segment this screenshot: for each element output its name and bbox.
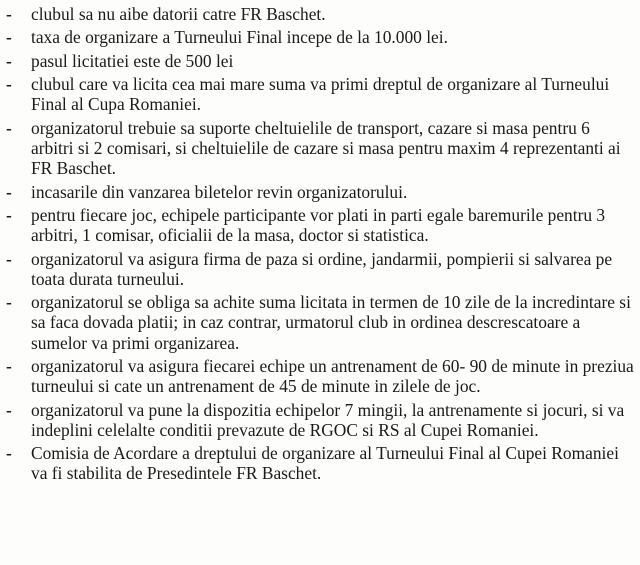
list-item — [6, 4, 634, 24]
list-item — [6, 356, 634, 396]
bullet-dash: - — [6, 204, 12, 225]
list-item-text: organizatorul trebuie sa suporte cheltuielile de transport, cazare si masa pentru 6 arbitri si 2 comisari, si cheltuielile de cazare si masa pentru maxim 4 reprezentanti ai FR Baschet. — [31, 117, 621, 179]
bullet-dash: - — [6, 181, 12, 202]
list-item-text: pentru fiecare joc, echipele participante vor plati in parti egale baremurile pentru 3 arbitri, 1 comisar, oficialii de la masa, doctor si statistica. — [31, 204, 606, 246]
list-item-text: organizatorul se obliga sa achite suma licitata in termen de 10 zile de la incredintare si sa faca dovada platii; in caz contrar, urmatorul club in ordinea descrescatoare a sumelor va primi organizarea. — [31, 292, 631, 353]
list-item — [6, 443, 634, 483]
bullet-dash: - — [6, 27, 12, 48]
bullet-dash: - — [6, 292, 12, 313]
rules-list — [6, 4, 634, 487]
bullet-dash: - — [6, 248, 12, 269]
list-item-text: clubul sa nu aibe datorii catre FR Baschet. — [31, 4, 326, 24]
list-item-text: clubul care va licita cea mai mare suma va primi dreptul de organizare al Turneului Final al Cupa Romaniei. — [31, 74, 610, 115]
list-item-text: Comisia de Acordare a dreptului de organizare al Turneului Final al Cupei Romaniei va fi stabilita de Presedintele FR Baschet. — [31, 443, 619, 484]
bullet-dash: - — [6, 50, 12, 71]
list-item — [6, 249, 634, 289]
list-item — [6, 292, 634, 353]
list-item-text: organizatorul va pune la dispozitia echipelor 7 mingii, la antrenamente si jocuri, si va indeplini celelalte conditii prevazute de RGOC si RS al Cupei Romaniei. — [31, 399, 625, 440]
bullet-dash: - — [6, 355, 12, 376]
list-item-text: taxa de organizare a Turneului Final incepe de la 10.000 lei. — [31, 27, 448, 48]
list-item-text: pasul licitatiei este de 500 lei — [31, 50, 234, 71]
list-item-text: organizatorul va asigura fiecarei echipe un antrenament de 60- 90 de minute in preziua turneului si cate un antrenament de 45 de minute in zilele de joc. — [31, 355, 634, 397]
list-item-text: incasarile din vanzarea biletelor revin organizatorului. — [31, 181, 408, 202]
list-item — [6, 205, 634, 245]
list-item — [6, 182, 634, 202]
list-item — [6, 118, 634, 179]
list-item — [6, 27, 634, 47]
bullet-dash: - — [6, 117, 12, 138]
bullet-dash: - — [6, 74, 12, 95]
bullet-dash: - — [6, 4, 12, 24]
list-item — [6, 400, 634, 440]
list-item-text: organizatorul va asigura firma de paza si ordine, jandarmii, pompierii si salvarea pe toata durata turneului. — [31, 248, 613, 289]
bullet-dash: - — [6, 443, 12, 464]
bullet-dash: - — [6, 399, 12, 420]
list-item — [6, 74, 634, 114]
list-item — [6, 51, 634, 71]
